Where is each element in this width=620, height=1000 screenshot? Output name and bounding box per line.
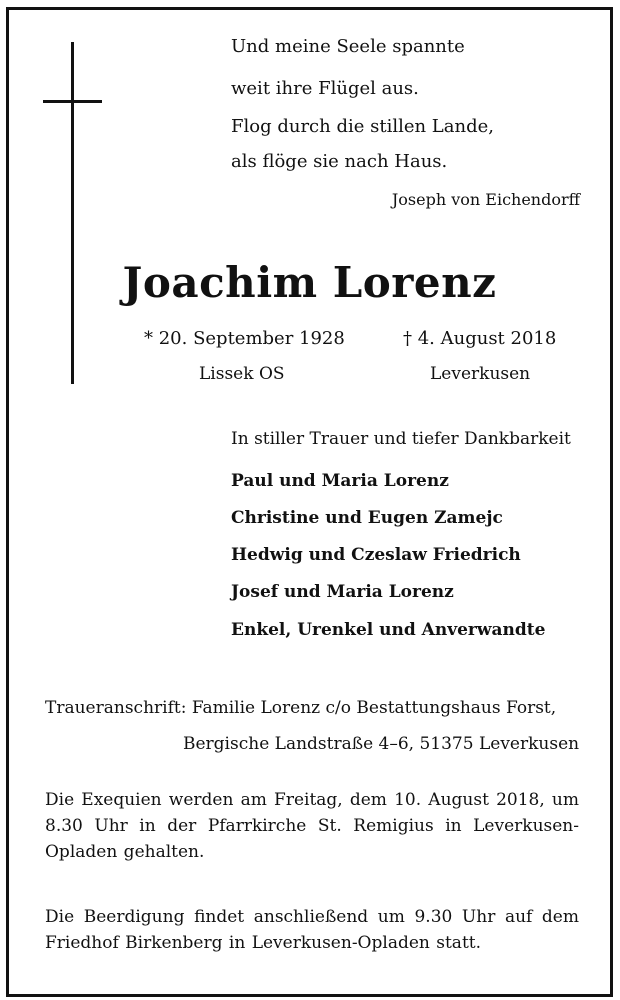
- address-line-1: Traueranschrift: Familie Lorenz c/o Bestattungshaus Forst,: [45, 698, 557, 718]
- mourners-intro: In stiller Trauer und tiefer Dankbarkeit: [231, 429, 571, 449]
- birth-date: * 20. September 1928: [144, 328, 345, 349]
- death-date: † 4. August 2018: [403, 328, 557, 349]
- mourner-name: Enkel, Urenkel und Anverwandte: [231, 620, 546, 640]
- mourner-name: Hedwig und Czeslaw Friedrich: [231, 545, 521, 565]
- address-line-2: Bergische Landstraße 4–6, 51375 Leverkusen: [183, 734, 580, 754]
- poem-line: Flog durch die stillen Lande,: [231, 116, 494, 137]
- deceased-name: Joachim Lorenz: [122, 258, 497, 307]
- exequien-paragraph: Die Exequien werden am Freitag, dem 10. August 2018, um 8.30 Uhr in der Pfarrkirche St. Remigius in Leverkusen-Opladen gehalten.: [45, 790, 579, 862]
- poem-line: als flöge sie nach Haus.: [231, 151, 448, 172]
- death-place: Leverkusen: [430, 364, 531, 384]
- mourner-name: Josef und Maria Lorenz: [231, 582, 454, 602]
- poem-author: Joseph von Eichendorff: [391, 190, 580, 209]
- poem-line: Und meine Seele spannte: [231, 36, 465, 57]
- poem-line: weit ihre Flügel aus.: [231, 78, 419, 99]
- mourner-name: Paul und Maria Lorenz: [231, 471, 449, 491]
- burial-paragraph: Die Beerdigung findet anschließend um 9.30 Uhr auf dem Friedhof Birkenberg in Leverkusen-Opladen statt.: [45, 907, 579, 953]
- mourner-name: Christine und Eugen Zamejc: [231, 508, 503, 528]
- obituary-frame: [6, 7, 613, 997]
- cross-icon: [71, 42, 74, 384]
- cross-icon-bar: [43, 100, 102, 103]
- birth-place: Lissek OS: [199, 364, 285, 384]
